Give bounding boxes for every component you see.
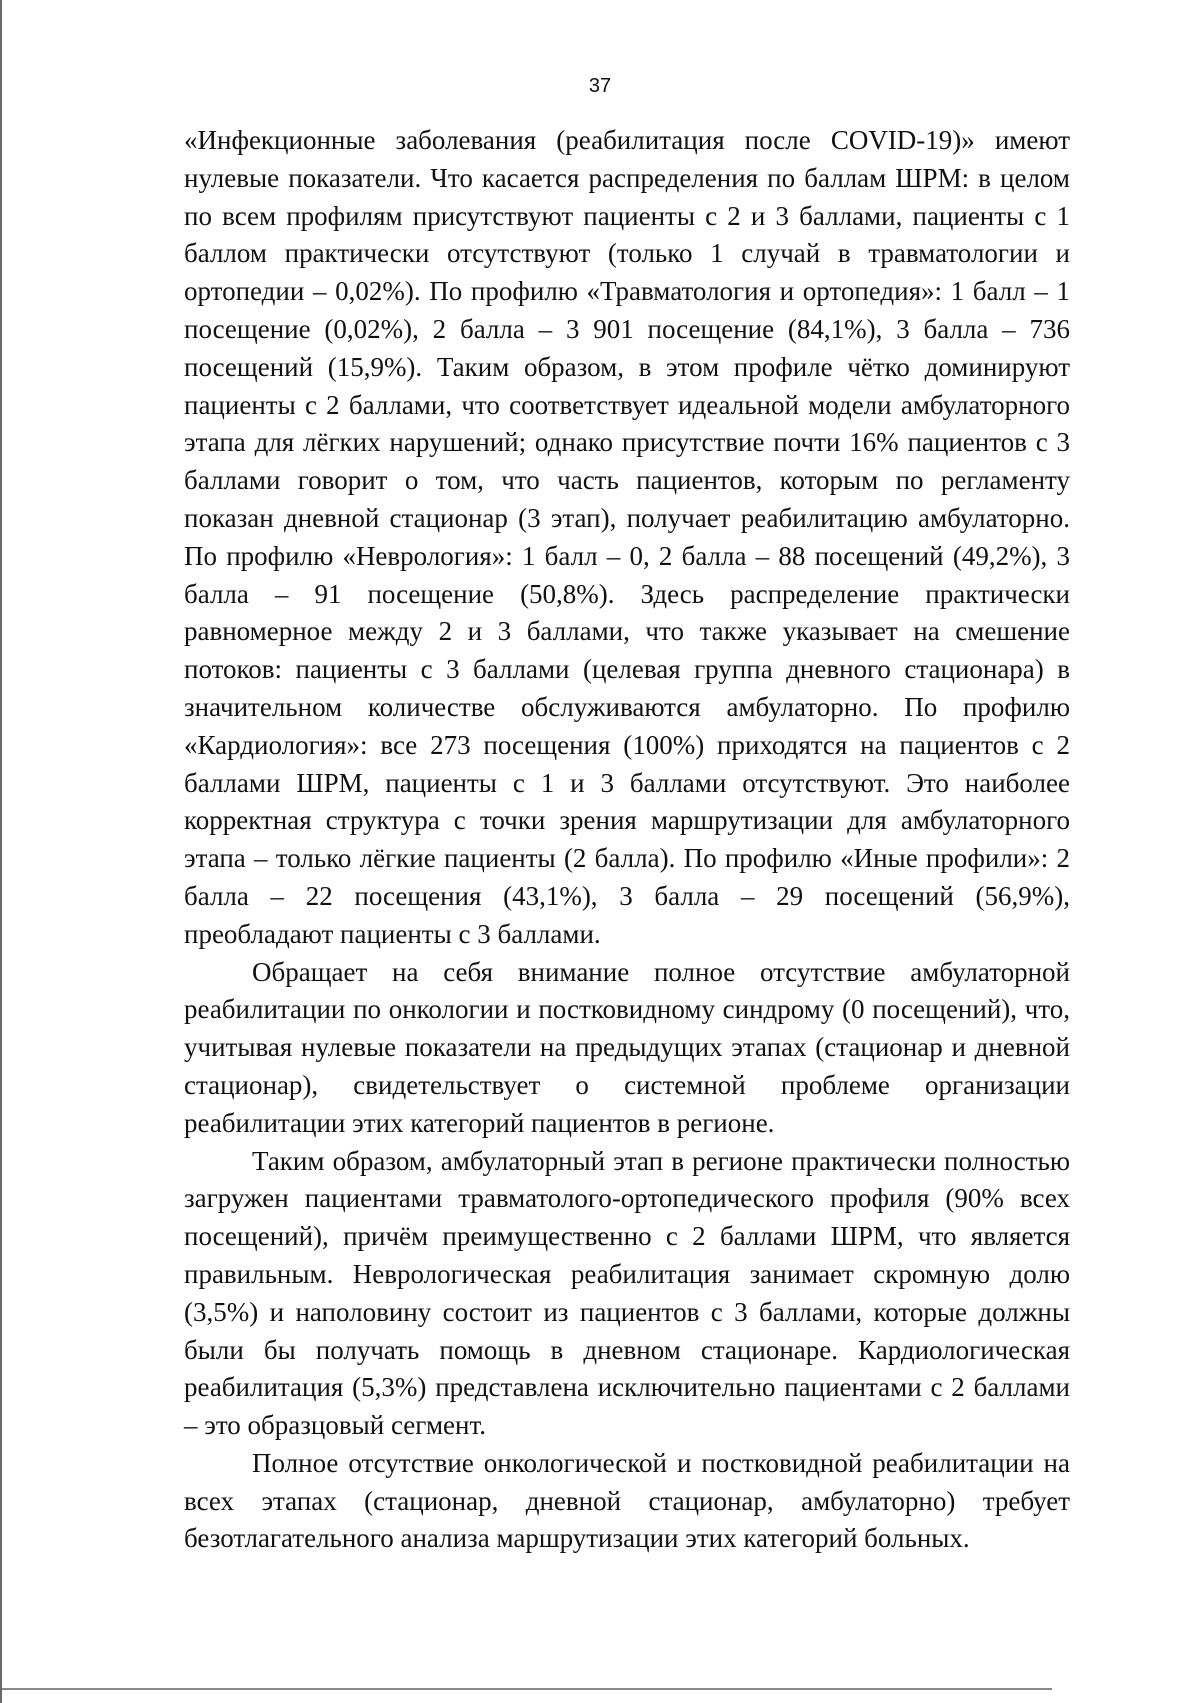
scan-left-edge: [0, 0, 2, 1703]
scan-bottom-edge: [2, 1688, 1052, 1690]
paragraph-oncology-postcovid: Обращает на себя внимание полное отсутствие амбулаторной реабилитации по онкологии и постковидному синдрому (0 посещений), что, учитывая нулевые показатели на предыдущих этапах (стационар и дневной стационар), свидетельствует о системной проблеме организации реабилитации этих категорий пациентов в регионе.: [184, 956, 1070, 1138]
paragraph-conclusion: Полное отсутствие онкологической и постковидной реабилитации на всех этапах (стационар, дневной стационар, амбулаторно) требует безотлагательного анализа маршрутизации этих категорий больных.: [184, 1447, 1070, 1554]
paragraph-continuation: «Инфекционные заболевания (реабилитация после COVID-19)» имеют нулевые показатели. Что касается распределения по баллам ШРМ: в целом по всем профилям присутствуют пациенты с 2 и 3 баллами, пациенты с 1 баллом практически отсутствуют (только 1 случай в травматологии и ортопедии – 0,02%). По профилю «Травматология и ортопедия»: 1 балл – 1 посещение (0,02%), 2 балла – 3 901 посещение (84,1%), 3 балла – 736 посещений (15,9%). Таким образом, в этом профиле чётко доминируют пациенты с 2 баллами, что соответствует идеальной модели амбулаторного этапа для лёгких нарушений; однако присутствие почти 16% пациентов с 3 баллами говорит о том, что часть пациентов, которым по регламенту показан дневной стационар (3 этап), получает реабилитацию амбулаторно. По профилю «Неврология»: 1 балл – 0, 2 балла – 88 посещений (49,2%), 3 балла – 91 посещение (50,8%). Здесь распределение практически равномерное между 2 и 3 баллами, что также указывает на смешение потоков: пациенты с 3 баллами (целевая группа дневного стационара) в значительном количестве обслуживаются амбулаторно. По профилю «Кардиология»: все 273 посещения (100%) приходятся на пациентов с 2 баллами ШРМ, пациенты с 1 и 3 баллами отсутствуют. Это наиболее корректная структура с точки зрения маршрутизации для амбулаторного этапа – только лёгкие пациенты (2 балла). По профилю «Иные профили»: 2 балла – 22 посещения (43,1%), 3 балла – 29 посещений (56,9%), преобладают пациенты с 3 баллами.: [184, 125, 1070, 949]
page-number: 37: [588, 75, 612, 97]
body-text: [184, 122, 1070, 1558]
paragraph-summary: Таким образом, амбулаторный этап в регионе практически полностью загружен пациентами травматолого-ортопедического профиля (90% всех посещений), причём преимущественно с 2 баллами ШРМ, что является правильным. Неврологическая реабилитация занимает скромную долю (3,5%) и наполовину состоит из пациентов с 3 баллами, которые должны были бы получать помощь в дневном стационаре. Кардиологическая реабилитация (5,3%) представлена исключительно пациентами с 2 баллами – это образцовый сегмент.: [184, 1145, 1070, 1441]
